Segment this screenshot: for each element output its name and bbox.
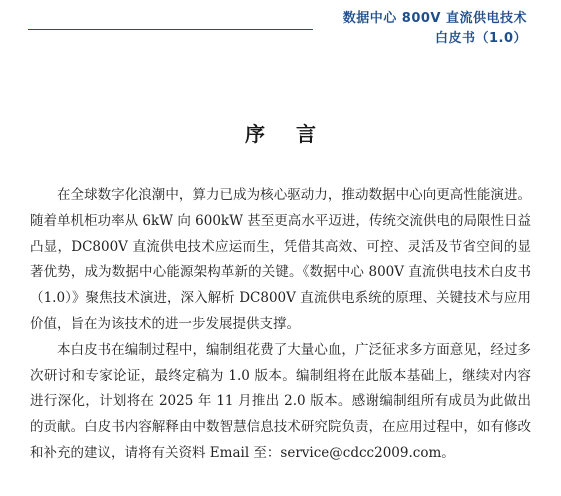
paragraph: 在全球数字化浪潮中，算力已成为核心驱动力，推动数据中心向更高性能演进。随着单机柜功率从 6kW 向 600kW 甚至更高水平迈进，传统交流供电的局限性日益凸显，DC800V 直流供电技术应运而生，凭借其高效、可控、灵活及节省空间的显著优势，成为数据中心能源架构革新的关键。《数据中心 800V 直流供电技术白皮书（1.0）》聚焦技术演进，深入解析 DC800V 直流供电系统的原理、关键技术与应用价值，旨在为该技术的进一步发展提供支撑。 bbox=[30, 187, 531, 332]
header-rule bbox=[28, 29, 313, 30]
paragraph: 本白皮书在编制过程中，编制组花费了大量心血，广泛征求多方面意见，经过多次研讨和专家论证，最终定稿为 1.0 版本。编制组将在此版本基础上，继续对内容进行深化，计划将在 2025 年 11 月推出 2.0 版本。感谢编制组所有成员为此做出的贡献。白皮书内容解释由中数智慧信息技术研究院负责，在应用过程中，如有修改和补充的建议，请将有关资料 Email 至：service@cdcc2009.com。 bbox=[30, 341, 531, 461]
header-title-line2: 白皮书（1.0） bbox=[434, 31, 527, 46]
preface-title: 序 言 bbox=[245, 122, 328, 146]
page-header bbox=[0, 0, 561, 60]
header-title bbox=[343, 9, 527, 49]
preface-body bbox=[30, 183, 531, 467]
header-title-line1: 数据中心 800V 直流供电技术 bbox=[342, 11, 527, 26]
